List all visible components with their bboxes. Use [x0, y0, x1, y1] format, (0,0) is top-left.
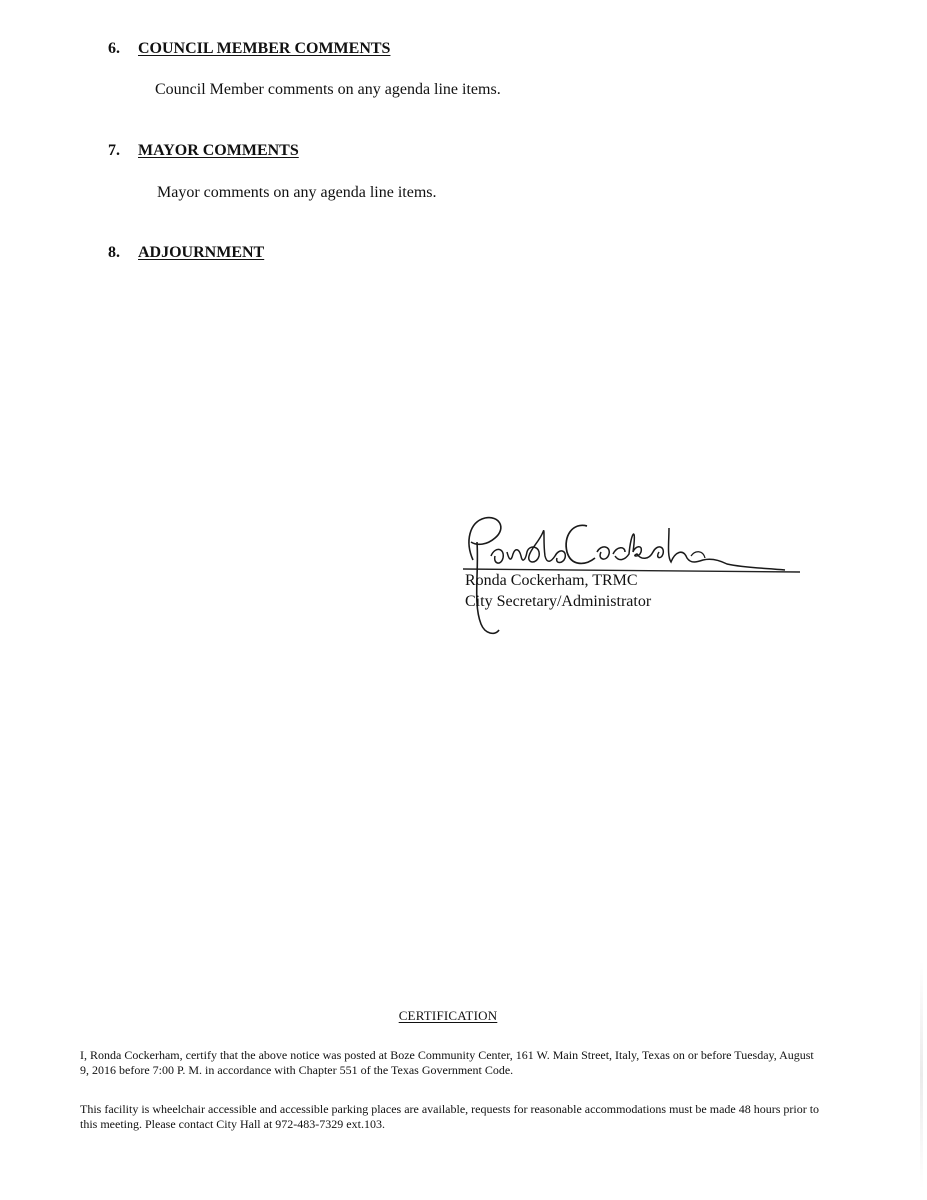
agenda-item-8-title: ADJOURNMENT — [138, 244, 265, 261]
agenda-item-7-body: Mayor comments on any agenda line items. — [157, 184, 437, 201]
agenda-item-7-heading — [108, 141, 299, 161]
certification-heading: CERTIFICATION — [398, 1008, 498, 1023]
agenda-item-6-number: 6. — [108, 40, 120, 57]
accessibility-notice: This facility is wheelchair accessible and accessible parking places are available, requests for reasonable accommodations must be made 48 hours prior to this meeting. Please contact City Hall at 972-483-7329 ext.103. — [80, 1102, 820, 1131]
scan-edge-shadow — [920, 960, 923, 1190]
certification-statement: I, Ronda Cockerham, certify that the above notice was posted at Boze Community Center, 161 W. Main Street, Italy, Texas on or before Tuesday, August 9, 2016 before 7:00 P. M. in accordance with Chapter 551 of the Texas Government Code. — [80, 1048, 814, 1077]
agenda-item-8-number: 8. — [108, 244, 120, 261]
agenda-item-6-heading — [108, 39, 390, 59]
agenda-item-6-title: COUNCIL MEMBER COMMENTS — [138, 40, 391, 57]
signatory-title: City Secretary/Administrator — [465, 593, 652, 610]
signatory-name: Ronda Cockerham, TRMC — [465, 572, 638, 589]
agenda-item-7-title: MAYOR COMMENTS — [138, 142, 299, 159]
agenda-item-6-body: Council Member comments on any agenda line items. — [155, 81, 501, 98]
signature-block — [455, 512, 815, 642]
agenda-item-8-heading — [108, 243, 264, 263]
agenda-item-7-number: 7. — [108, 142, 120, 159]
